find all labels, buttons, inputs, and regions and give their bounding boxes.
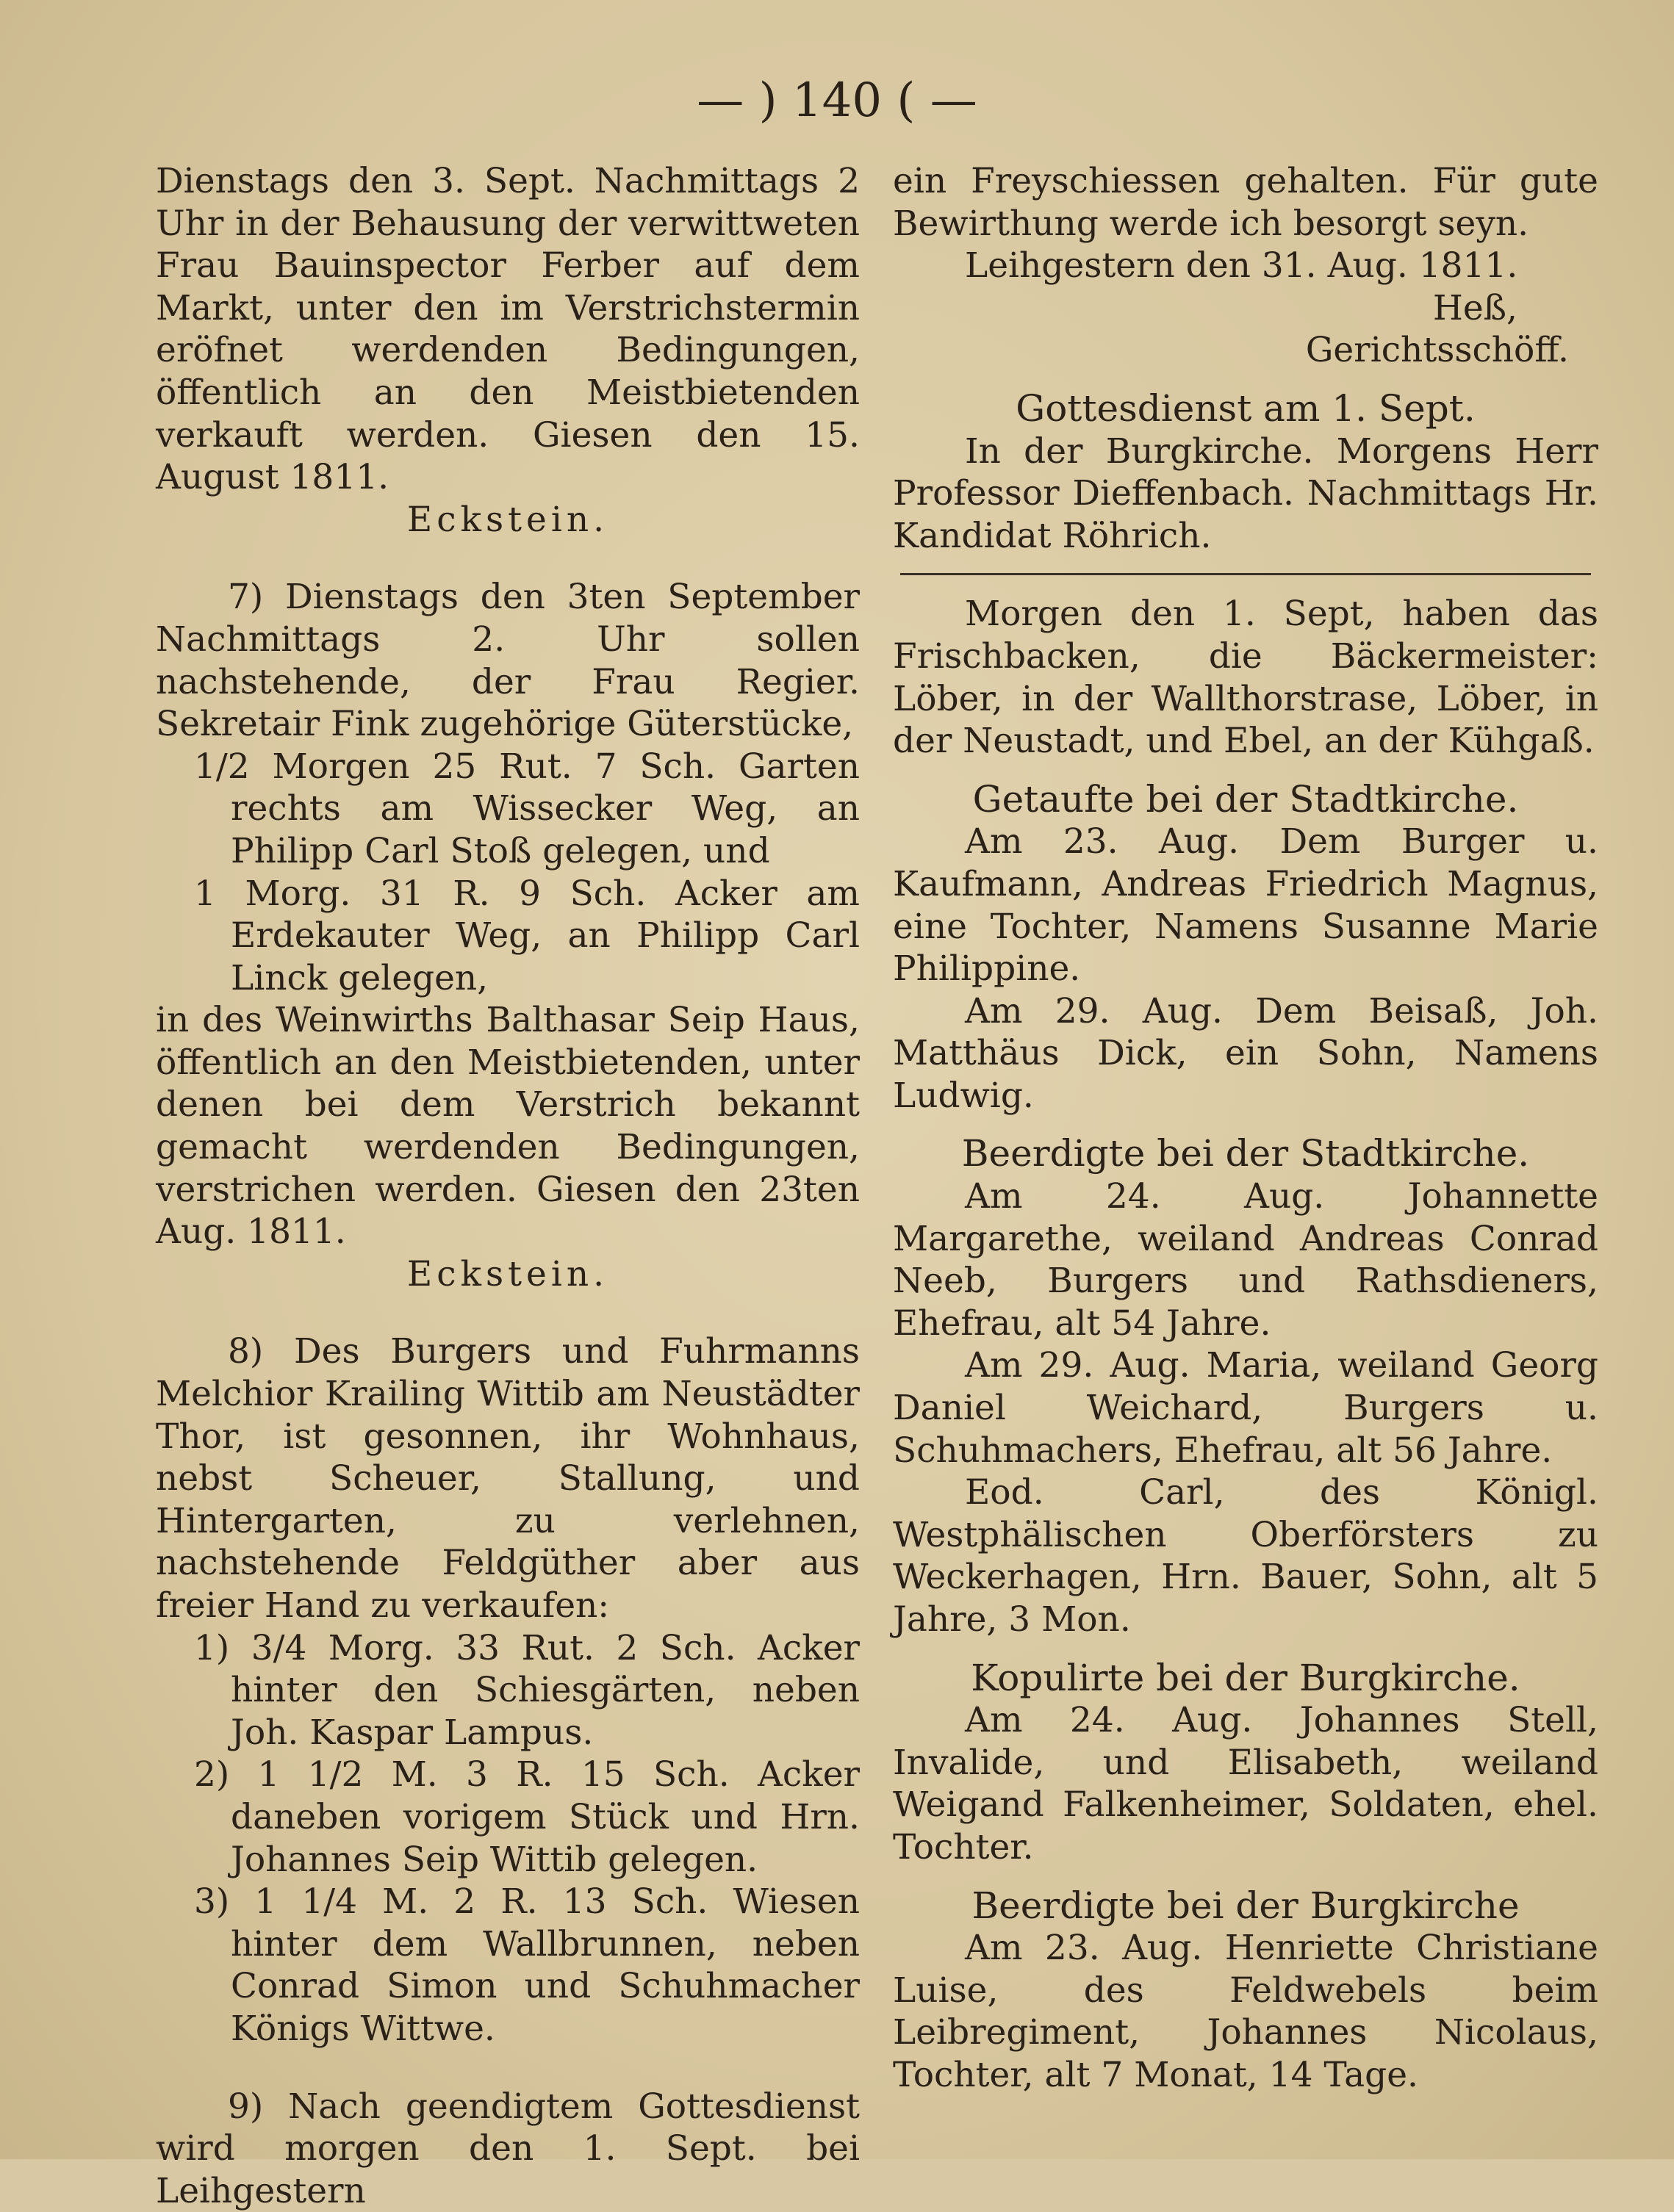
church-service-heading: Gottesdienst am 1. Sept. [1016, 386, 1476, 430]
church-service-text: In der Burgkirche. Morgens Herr Professor Dieffenbach. Nachmittags Hr. Kandidat Röhrich. [893, 430, 1598, 556]
baptism-entry: Am 29. Aug. Dem Beisaß, Joh. Matthäus Dick, ein Sohn, Namens Ludwig. [893, 990, 1598, 1116]
burial-entry: Am 29. Aug. Maria, weiland Georg Daniel Weichard, Burgers u. Schuhmachers, Ehefrau, alt 56 Jahre. [893, 1345, 1598, 1471]
notice-7-item: 1 Morg. 31 R. 9 Sch. Acker am Erdekauter Weg, an Philipp Carl Linck gelegen, [194, 873, 860, 998]
notice-6-text: Dienstags den 3. Sept. Nachmittags 2 Uhr in der Behausung der verwittweten Frau Bauinspector Ferber auf dem Markt, unter den im Verstrichstermin eröfnet werdenden Bedingungen, öffentlich an den Meistbietenden verkauft werden. Giesen den 15. August 1811. [156, 161, 860, 498]
burials-castle-heading: Beerdigte bei der Burgkirche [971, 1884, 1520, 1927]
burial-entry: Am 23. Aug. Henriette Christiane Luise, des Feldwebels beim Leibregiment, Johannes Nicolaus, Tochter, alt 7 Monat, 14 Tage. [893, 1928, 1598, 2095]
section-divider [900, 573, 1591, 575]
notice-8-item: 3) 1 1/4 M. 2 R. 13 Sch. Wiesen hinter dem Wallbrunnen, neben Conrad Simon und Schuhmacher Königs Wittwe. [194, 1881, 860, 2049]
burial-entry: Eod. Carl, des Königl. Westphälischen Oberförsters zu Weckerhagen, Hrn. Bauer, Sohn, alt 5 Jahre, 3 Mon. [893, 1472, 1598, 1640]
notice-8-text: 8) Des Burgers und Fuhrmanns Melchior Krailing Wittib am Neustädter Thor, ist gesonnen, ihr Wohnhaus, nebst Scheuer, Stallung, und Hintergarten, zu verlehnen, nachstehende Feldgüther aber aus freier Hand zu verkaufen: [156, 1331, 860, 1626]
notice-9-signature-title: Gerichtsschöff. [1305, 330, 1569, 371]
marriages-heading: Kopulirte bei der Burgkirche. [971, 1656, 1520, 1699]
notice-9-signature-name: Heß, [1432, 287, 1517, 328]
notice-6-signature: Eckstein. [406, 499, 609, 540]
notice-9-date: Leihgestern den 31. Aug. 1811. [965, 245, 1518, 287]
marriage-entry: Am 24. Aug. Johannes Stell, Invalide, und Elisabeth, weiland Weigand Falkenheimer, Soldaten, ehel. Tochter. [893, 1700, 1598, 1867]
baptisms-heading: Getaufte bei der Stadtkirche. [972, 777, 1519, 821]
notice-7-signature: Eckstein. [406, 1253, 609, 1294]
burial-entry: Am 24. Aug. Johannette Margarethe, weiland Andreas Conrad Neeb, Burgers und Rathsdieners, Ehefrau, alt 54 Jahre. [893, 1176, 1598, 1344]
left-column [156, 160, 860, 2212]
baptism-entry: Am 23. Aug. Dem Burger u. Kaufmann, Andreas Friedrich Magnus, eine Tochter, Namens Susanne Marie Philippine. [893, 821, 1598, 990]
notice-9-continuation: ein Freyschiessen gehalten. Für gute Bewirthung werde ich besorgt seyn. [893, 161, 1598, 244]
notice-7-continuation: in des Weinwirths Balthasar Seip Haus, öffentlich an den Meistbietenden, unter denen bei dem Verstrich bekannt gemacht werdenden Bedingungen, verstrichen werden. Giesen den 23ten Aug. 1811. [156, 1000, 860, 1253]
burials-city-heading: Beerdigte bei der Stadtkirche. [961, 1132, 1530, 1175]
baking-notice: Morgen den 1. Sept, haben das Frischbacken, die Bäckermeister: Löber, in der Wallthorstrase, Löber, in der Neustadt, und Ebel, an der Kühgaß. [893, 594, 1598, 762]
notice-8-item: 2) 1 1/2 M. 3 R. 15 Sch. Acker daneben vorigem Stück und Hrn. Johannes Seip Wittib gelegen. [194, 1754, 860, 1880]
notice-7-item: 1/2 Morgen 25 Rut. 7 Sch. Garten rechts am Wissecker Weg, an Philipp Carl Stoß gelegen, und [194, 746, 860, 871]
page-number: — ) 140 ( — [697, 73, 977, 128]
notice-8-item: 1) 3/4 Morg. 33 Rut. 2 Sch. Acker hinter den Schiesgärten, neben Joh. Kaspar Lampus. [194, 1627, 860, 1753]
notice-7-text: 7) Dienstags den 3ten September Nachmittags 2. Uhr sollen nachstehende, der Frau Regier. Sekretair Fink zugehörige Güterstücke, [156, 577, 860, 745]
notice-9-text: 9) Nach geendigtem Gottesdienst wird morgen den 1. Sept. bei Leihgestern [156, 2086, 860, 2211]
page-header [0, 68, 1674, 134]
right-column [893, 160, 1598, 2097]
